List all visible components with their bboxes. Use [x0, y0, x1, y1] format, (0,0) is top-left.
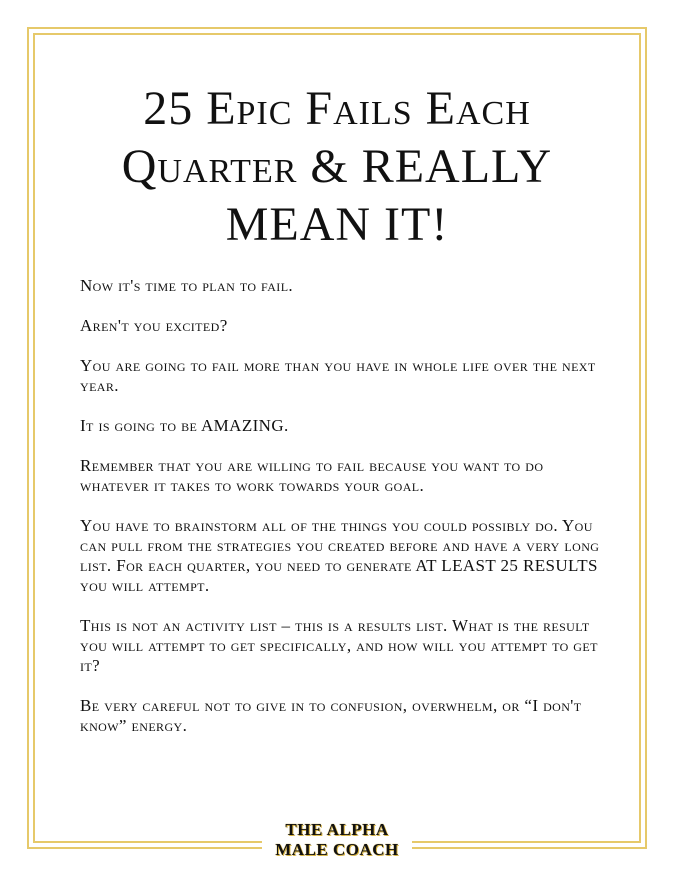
paragraph: Remember that you are willing to fail because you want to do whatever it takes to work towards your goal. — [80, 456, 544, 495]
paragraph: Be very careful not to give in to confusion, overwhelm, or “I don't know” energy. — [80, 696, 582, 735]
page-title — [40, 80, 634, 254]
title-line-3: MEAN IT! — [225, 198, 449, 251]
paragraph: You have to brainstorm all of the things you could possibly do. You can pull from the strategies you created before and have a very long list. For each quarter, you need to generate AT LEAST 25 RESULTS you will attempt. — [80, 516, 600, 595]
title-line-2: Quarter & REALLY — [121, 140, 553, 193]
brand-logo — [262, 820, 412, 870]
paragraph: Aren't you excited? — [80, 316, 228, 335]
logo-line-1: THE ALPHA — [285, 820, 389, 839]
body-text — [80, 276, 600, 756]
paragraph: Now it's time to plan to fail. — [80, 276, 294, 295]
paragraph: It is going to be AMAZING. — [80, 416, 289, 435]
paragraph: This is not an activity list – this is a results list. What is the result you will attempt to get specifically, and how will you attempt to get it? — [80, 616, 598, 675]
logo-line-2: MALE COACH — [275, 840, 399, 859]
title-line-1: 25 Epic Fails Each — [143, 82, 531, 135]
paragraph: You are going to fail more than you have in whole life over the next year. — [80, 356, 596, 395]
